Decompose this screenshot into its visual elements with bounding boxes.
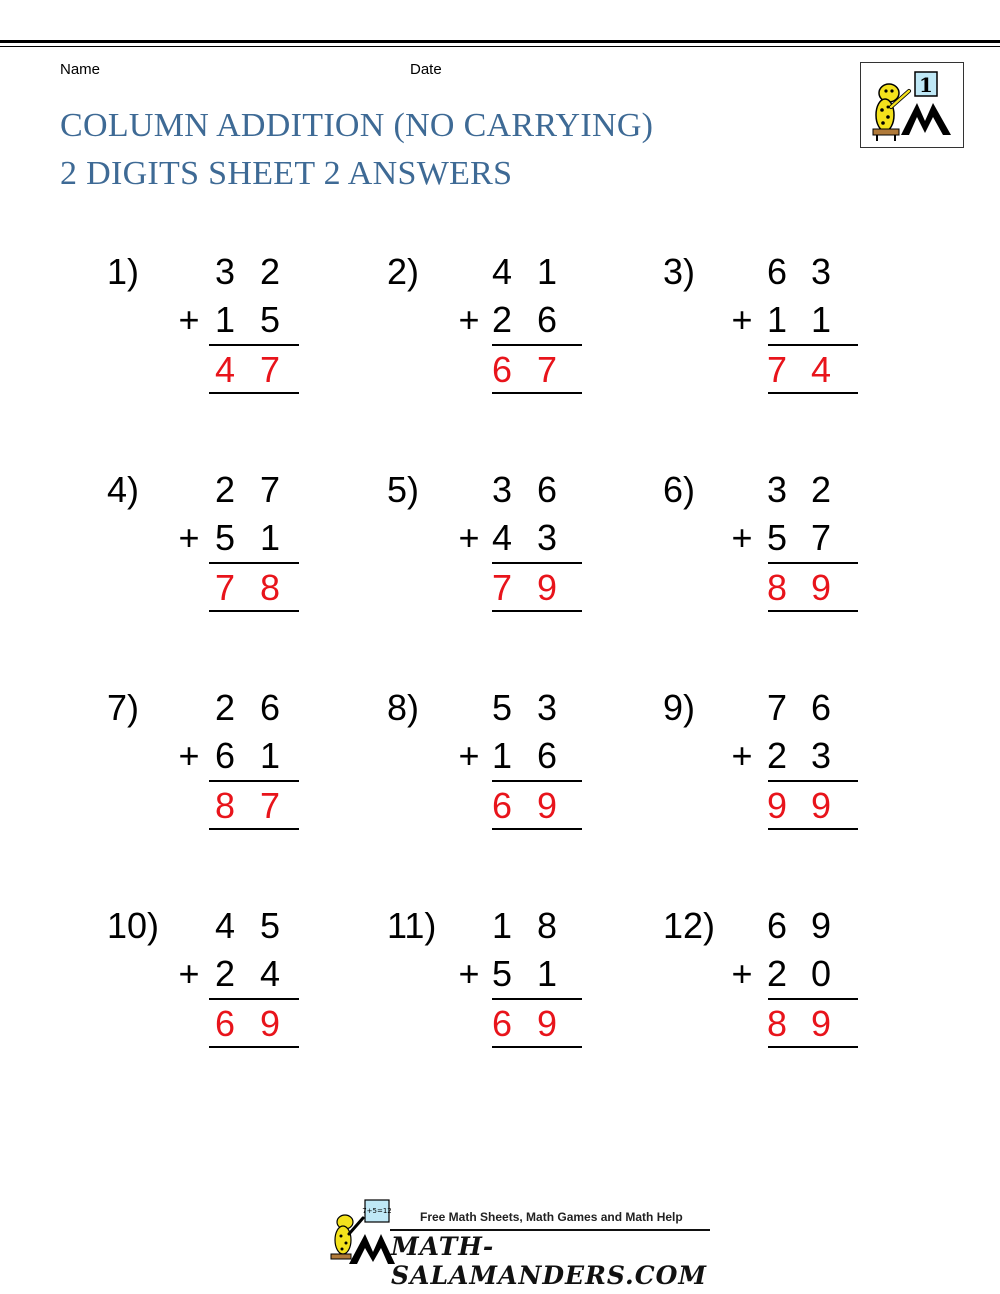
- answer-digit: 9: [810, 567, 832, 608]
- problem-number: 4): [107, 469, 140, 510]
- bottom-addend-digit: 1: [536, 953, 558, 994]
- plus-sign: +: [178, 735, 200, 776]
- top-addend-digit: 6: [536, 469, 558, 510]
- problem-number: 6): [663, 469, 696, 510]
- top-addend-digit: 6: [810, 687, 832, 728]
- sum-rule: [209, 562, 299, 564]
- bottom-addend-digit: 1: [259, 517, 281, 558]
- answer-digit: 6: [214, 1003, 236, 1044]
- top-addend-digit: 9: [810, 905, 832, 946]
- top-addend-digit: 5: [259, 905, 281, 946]
- answer-digit: 9: [536, 567, 558, 608]
- bottom-addend-digit: 2: [766, 735, 788, 776]
- answer-digit: 9: [766, 785, 788, 826]
- answer-digit: 7: [214, 567, 236, 608]
- plus-sign: +: [178, 517, 200, 558]
- sum-rule: [492, 562, 582, 564]
- problem-10: [107, 904, 367, 1074]
- problem-number: 8): [387, 687, 420, 728]
- bottom-addend-digit: 5: [214, 517, 236, 558]
- top-addend-digit: 3: [766, 469, 788, 510]
- answer-digit: 7: [491, 567, 513, 608]
- answer-digit: 6: [491, 1003, 513, 1044]
- footer-logo: [325, 1196, 715, 1290]
- top-addend-digit: 2: [214, 687, 236, 728]
- top-addend-digit: 6: [766, 905, 788, 946]
- plus-sign: +: [458, 735, 480, 776]
- answer-digit: 8: [766, 1003, 788, 1044]
- answer-rule: [209, 610, 299, 612]
- problem-6: [663, 468, 923, 638]
- answer-digit: 9: [536, 785, 558, 826]
- top-rule-thin: [0, 46, 1000, 47]
- bottom-addend-digit: 1: [491, 735, 513, 776]
- answer-rule: [768, 1046, 858, 1048]
- answer-rule: [492, 392, 582, 394]
- problem-number: 12): [663, 905, 716, 946]
- title-line-2: 2 DIGITS SHEET 2 ANSWERS: [60, 155, 513, 192]
- answer-digit: 7: [536, 349, 558, 390]
- answer-digit: 7: [259, 785, 281, 826]
- answer-digit: 6: [491, 785, 513, 826]
- plus-sign: +: [458, 517, 480, 558]
- top-addend-digit: 6: [259, 687, 281, 728]
- plus-sign: +: [458, 299, 480, 340]
- top-addend-digit: 1: [491, 905, 513, 946]
- sum-rule: [209, 780, 299, 782]
- problem-number: 11): [387, 905, 437, 946]
- bottom-addend-digit: 3: [536, 517, 558, 558]
- plus-sign: +: [458, 953, 480, 994]
- problem-number: 5): [387, 469, 420, 510]
- answer-rule: [768, 392, 858, 394]
- bottom-addend-digit: 2: [491, 299, 513, 340]
- answer-digit: 9: [810, 785, 832, 826]
- bottom-addend-digit: 2: [214, 953, 236, 994]
- plus-sign: +: [178, 953, 200, 994]
- sum-rule: [768, 998, 858, 1000]
- sum-rule: [492, 344, 582, 346]
- top-addend-digit: 8: [536, 905, 558, 946]
- problem-5: [387, 468, 647, 638]
- name-label: Name: [60, 61, 101, 78]
- bottom-addend-digit: 7: [810, 517, 832, 558]
- answer-digit: 8: [766, 567, 788, 608]
- bottom-addend-digit: 4: [259, 953, 281, 994]
- answer-rule: [492, 1046, 582, 1048]
- answer-rule: [209, 828, 299, 830]
- answer-digit: 7: [766, 349, 788, 390]
- bottom-addend-digit: 6: [536, 735, 558, 776]
- answer-digit: 7: [259, 349, 281, 390]
- bottom-addend-digit: 3: [810, 735, 832, 776]
- footer-divider: [390, 1229, 710, 1231]
- sum-rule: [492, 780, 582, 782]
- plus-sign: +: [731, 953, 753, 994]
- problem-11: [387, 904, 647, 1074]
- date-label: Date: [410, 61, 442, 78]
- top-addend-digit: 4: [491, 251, 513, 292]
- answer-digit: 4: [214, 349, 236, 390]
- problem-number: 1): [107, 251, 140, 292]
- answer-digit: 8: [214, 785, 236, 826]
- sum-rule: [768, 780, 858, 782]
- bottom-addend-digit: 1: [766, 299, 788, 340]
- footer-salamander-icon: [325, 1196, 395, 1268]
- answer-digit: 8: [259, 567, 281, 608]
- problem-number: 2): [387, 251, 420, 292]
- problem-8: [387, 686, 647, 856]
- problem-number: 10): [107, 905, 160, 946]
- bottom-addend-digit: 5: [766, 517, 788, 558]
- sum-rule: [209, 998, 299, 1000]
- top-addend-digit: 4: [214, 905, 236, 946]
- page-title: [60, 102, 653, 198]
- problem-2: [387, 250, 647, 420]
- top-addend-digit: 6: [766, 251, 788, 292]
- plus-sign: +: [731, 299, 753, 340]
- answer-rule: [209, 392, 299, 394]
- answer-digit: 4: [810, 349, 832, 390]
- sum-rule: [492, 998, 582, 1000]
- salamander-icon: [861, 63, 963, 147]
- bottom-addend-digit: 5: [259, 299, 281, 340]
- bottom-addend-digit: 6: [214, 735, 236, 776]
- top-addend-digit: 3: [536, 687, 558, 728]
- plus-sign: +: [178, 299, 200, 340]
- problem-number: 3): [663, 251, 696, 292]
- bottom-addend-digit: 6: [536, 299, 558, 340]
- answer-rule: [209, 1046, 299, 1048]
- top-addend-digit: 2: [810, 469, 832, 510]
- plus-sign: +: [731, 735, 753, 776]
- top-addend-digit: 3: [214, 251, 236, 292]
- answer-rule: [768, 610, 858, 612]
- top-addend-digit: 5: [491, 687, 513, 728]
- grade-logo: [860, 62, 964, 148]
- top-addend-digit: 3: [491, 469, 513, 510]
- top-addend-digit: 3: [810, 251, 832, 292]
- top-addend-digit: 1: [536, 251, 558, 292]
- answer-rule: [768, 828, 858, 830]
- bottom-addend-digit: 2: [766, 953, 788, 994]
- bottom-addend-digit: 5: [491, 953, 513, 994]
- sum-rule: [768, 344, 858, 346]
- bottom-addend-digit: 1: [259, 735, 281, 776]
- answer-rule: [492, 828, 582, 830]
- title-line-1: COLUMN ADDITION (NO CARRYING): [60, 107, 654, 144]
- top-addend-digit: 2: [214, 469, 236, 510]
- footer-brand: MATH-SALAMANDERS.COM: [391, 1232, 708, 1290]
- footer-tagline: Free Math Sheets, Math Games and Math Help: [420, 1210, 683, 1224]
- logo-badge: 1: [919, 73, 933, 97]
- top-addend-digit: 2: [259, 251, 281, 292]
- answer-digit: 9: [810, 1003, 832, 1044]
- problem-9: [663, 686, 923, 856]
- top-rule: [0, 40, 1000, 43]
- answer-digit: 9: [259, 1003, 281, 1044]
- sum-rule: [768, 562, 858, 564]
- problem-number: 9): [663, 687, 696, 728]
- bottom-addend-digit: 0: [810, 953, 832, 994]
- footer-icon-text: 7+5=12: [362, 1207, 392, 1215]
- answer-digit: 9: [536, 1003, 558, 1044]
- bottom-addend-digit: 4: [491, 517, 513, 558]
- top-addend-digit: 7: [259, 469, 281, 510]
- problem-1: [107, 250, 367, 420]
- bottom-addend-digit: 1: [810, 299, 832, 340]
- problem-3: [663, 250, 923, 420]
- top-addend-digit: 7: [766, 687, 788, 728]
- problem-number: 7): [107, 687, 140, 728]
- answer-rule: [492, 610, 582, 612]
- answer-digit: 6: [491, 349, 513, 390]
- problem-12: [663, 904, 923, 1074]
- bottom-addend-digit: 1: [214, 299, 236, 340]
- sum-rule: [209, 344, 299, 346]
- plus-sign: +: [731, 517, 753, 558]
- problem-7: [107, 686, 367, 856]
- problem-4: [107, 468, 367, 638]
